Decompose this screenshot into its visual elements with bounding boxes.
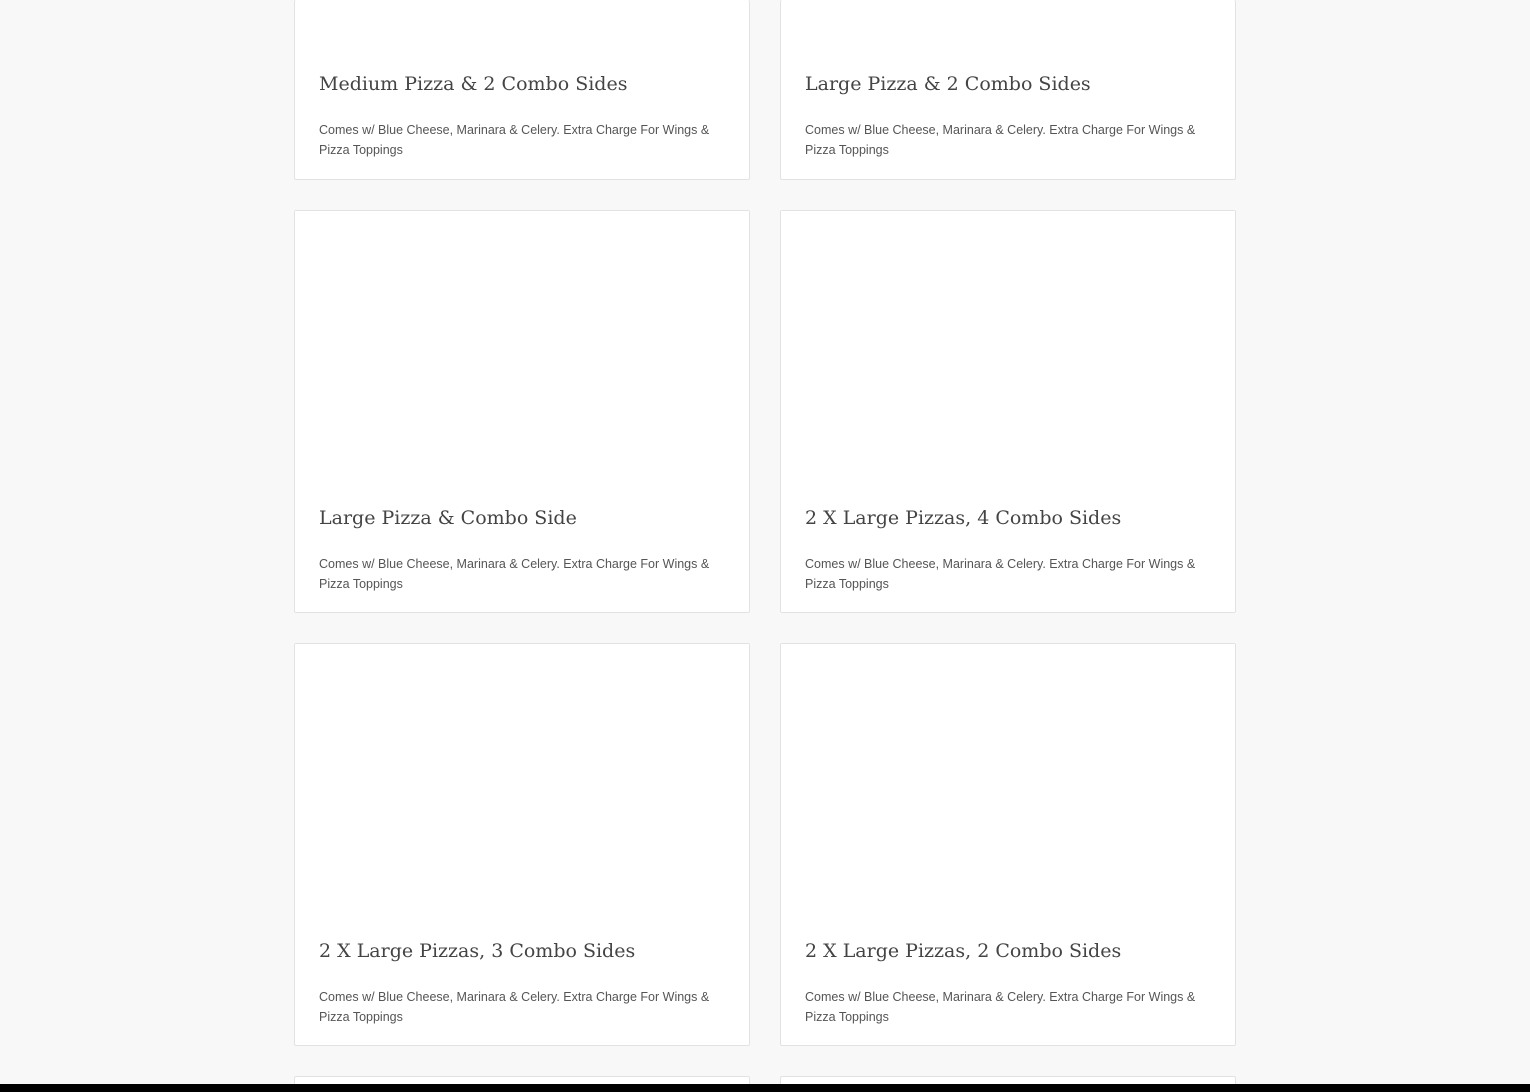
menu-item-card[interactable]: [294, 0, 750, 180]
menu-item-title: 2 X Large Pizzas, 3 Combo Sides: [319, 940, 636, 962]
menu-item-title: 2 X Large Pizzas, 4 Combo Sides: [805, 507, 1122, 529]
menu-item-card[interactable]: [294, 210, 750, 613]
menu-item-description: Comes w/ Blue Cheese, Marinara & Celery. Extra Charge For Wings & Pizza Toppings: [805, 990, 1196, 1024]
menu-item-card[interactable]: [294, 643, 750, 1046]
menu-item-description: Comes w/ Blue Cheese, Marinara & Celery. Extra Charge For Wings & Pizza Toppings: [319, 557, 710, 591]
menu-item-card[interactable]: [780, 0, 1236, 180]
menu-item-description: Comes w/ Blue Cheese, Marinara & Celery. Extra Charge For Wings & Pizza Toppings: [805, 557, 1196, 591]
menu-item-title: Large Pizza & Combo Side: [319, 507, 577, 529]
menu-item-card[interactable]: [780, 643, 1236, 1046]
bottom-bar: [0, 1084, 1530, 1092]
menu-item-description: Comes w/ Blue Cheese, Marinara & Celery. Extra Charge For Wings & Pizza Toppings: [319, 990, 710, 1024]
menu-item-title: Medium Pizza & 2 Combo Sides: [319, 73, 628, 95]
menu-item-image: [781, 644, 1235, 914]
menu-item-card[interactable]: [780, 210, 1236, 613]
menu-item-image: [295, 211, 749, 481]
menu-item-title: Large Pizza & 2 Combo Sides: [805, 73, 1091, 95]
menu-item-title: 2 X Large Pizzas, 2 Combo Sides: [805, 940, 1122, 962]
menu-item-image: [781, 211, 1235, 481]
menu-item-description: Comes w/ Blue Cheese, Marinara & Celery. Extra Charge For Wings & Pizza Toppings: [319, 123, 710, 157]
menu-item-image: [295, 644, 749, 914]
menu-item-description: Comes w/ Blue Cheese, Marinara & Celery. Extra Charge For Wings & Pizza Toppings: [805, 123, 1196, 157]
